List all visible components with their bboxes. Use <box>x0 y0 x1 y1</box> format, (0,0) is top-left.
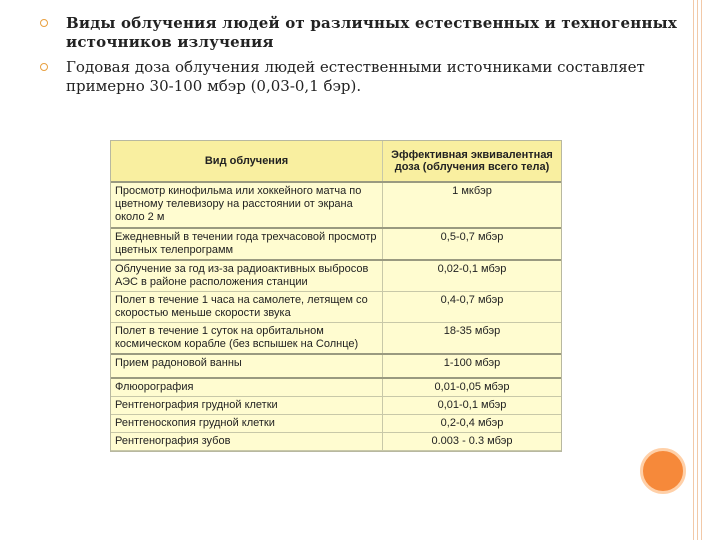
table-row <box>111 415 561 433</box>
cell-dose: 0,4-0,7 мбэр <box>383 292 562 323</box>
bullet-text: Годовая доза облучения людей естественными источниками составляет примерно 30-100 мбэр (0,03-0,1 бэр). <box>66 58 645 95</box>
table-row <box>111 260 561 292</box>
bullet-item <box>38 14 678 52</box>
frame-line-mid <box>697 0 698 540</box>
circle-bullet-icon <box>40 19 48 27</box>
table-row <box>111 354 561 378</box>
cell-dose: 0,01-0,1 мбэр <box>383 397 562 415</box>
frame-line-right <box>701 0 702 540</box>
table-row <box>111 228 561 260</box>
table-row <box>111 433 561 451</box>
header-exposure-type: Вид облучения <box>111 141 383 182</box>
cell-type: Флюорография <box>111 378 383 397</box>
bullet-text: Виды облучения людей от различных естественных и техногенных источников излучения <box>66 14 678 51</box>
table-row <box>111 182 561 228</box>
cell-dose: 0.003 - 0.3 мбэр <box>383 433 562 451</box>
table-row <box>111 292 561 323</box>
cell-type: Рентгенография зубов <box>111 433 383 451</box>
header-dose: Эффективная эквивалентная доза (облучения всего тела) <box>383 141 562 182</box>
cell-dose: 0,2-0,4 мбэр <box>383 415 562 433</box>
cell-type: Рентгеноскопия грудной клетки <box>111 415 383 433</box>
frame-line-left <box>693 0 694 540</box>
cell-dose: 0,01-0,05 мбэр <box>383 378 562 397</box>
bullet-item <box>38 58 678 96</box>
table-header-row <box>111 141 561 182</box>
decorative-circle <box>640 448 686 494</box>
bullet-list <box>38 14 678 102</box>
cell-type: Рентгенография грудной клетки <box>111 397 383 415</box>
cell-type: Полет в течение 1 часа на самолете, летящем со скоростью меньше скорости звука <box>111 292 383 323</box>
cell-dose: 1 мкбэр <box>383 182 562 228</box>
table-row <box>111 397 561 415</box>
circle-bullet-icon <box>40 63 48 71</box>
cell-type: Полет в течение 1 суток на орбитальном космическом корабле (без вспышек на Солнце) <box>111 323 383 355</box>
cell-dose: 1-100 мбэр <box>383 354 562 378</box>
dose-table <box>110 140 562 452</box>
cell-type: Ежедневный в течении года трехчасовой просмотр цветных телепрограмм <box>111 228 383 260</box>
table-row <box>111 378 561 397</box>
cell-type: Облучение за год из-за радиоактивных выбросов АЭС в районе расположения станции <box>111 260 383 292</box>
cell-dose: 18-35 мбэр <box>383 323 562 355</box>
cell-dose: 0,5-0,7 мбэр <box>383 228 562 260</box>
table-row <box>111 323 561 355</box>
cell-type: Прием радоновой ванны <box>111 354 383 378</box>
cell-dose: 0,02-0,1 мбэр <box>383 260 562 292</box>
cell-type: Просмотр кинофильма или хоккейного матча по цветному телевизору на расстоянии от экрана около 2 м <box>111 182 383 228</box>
